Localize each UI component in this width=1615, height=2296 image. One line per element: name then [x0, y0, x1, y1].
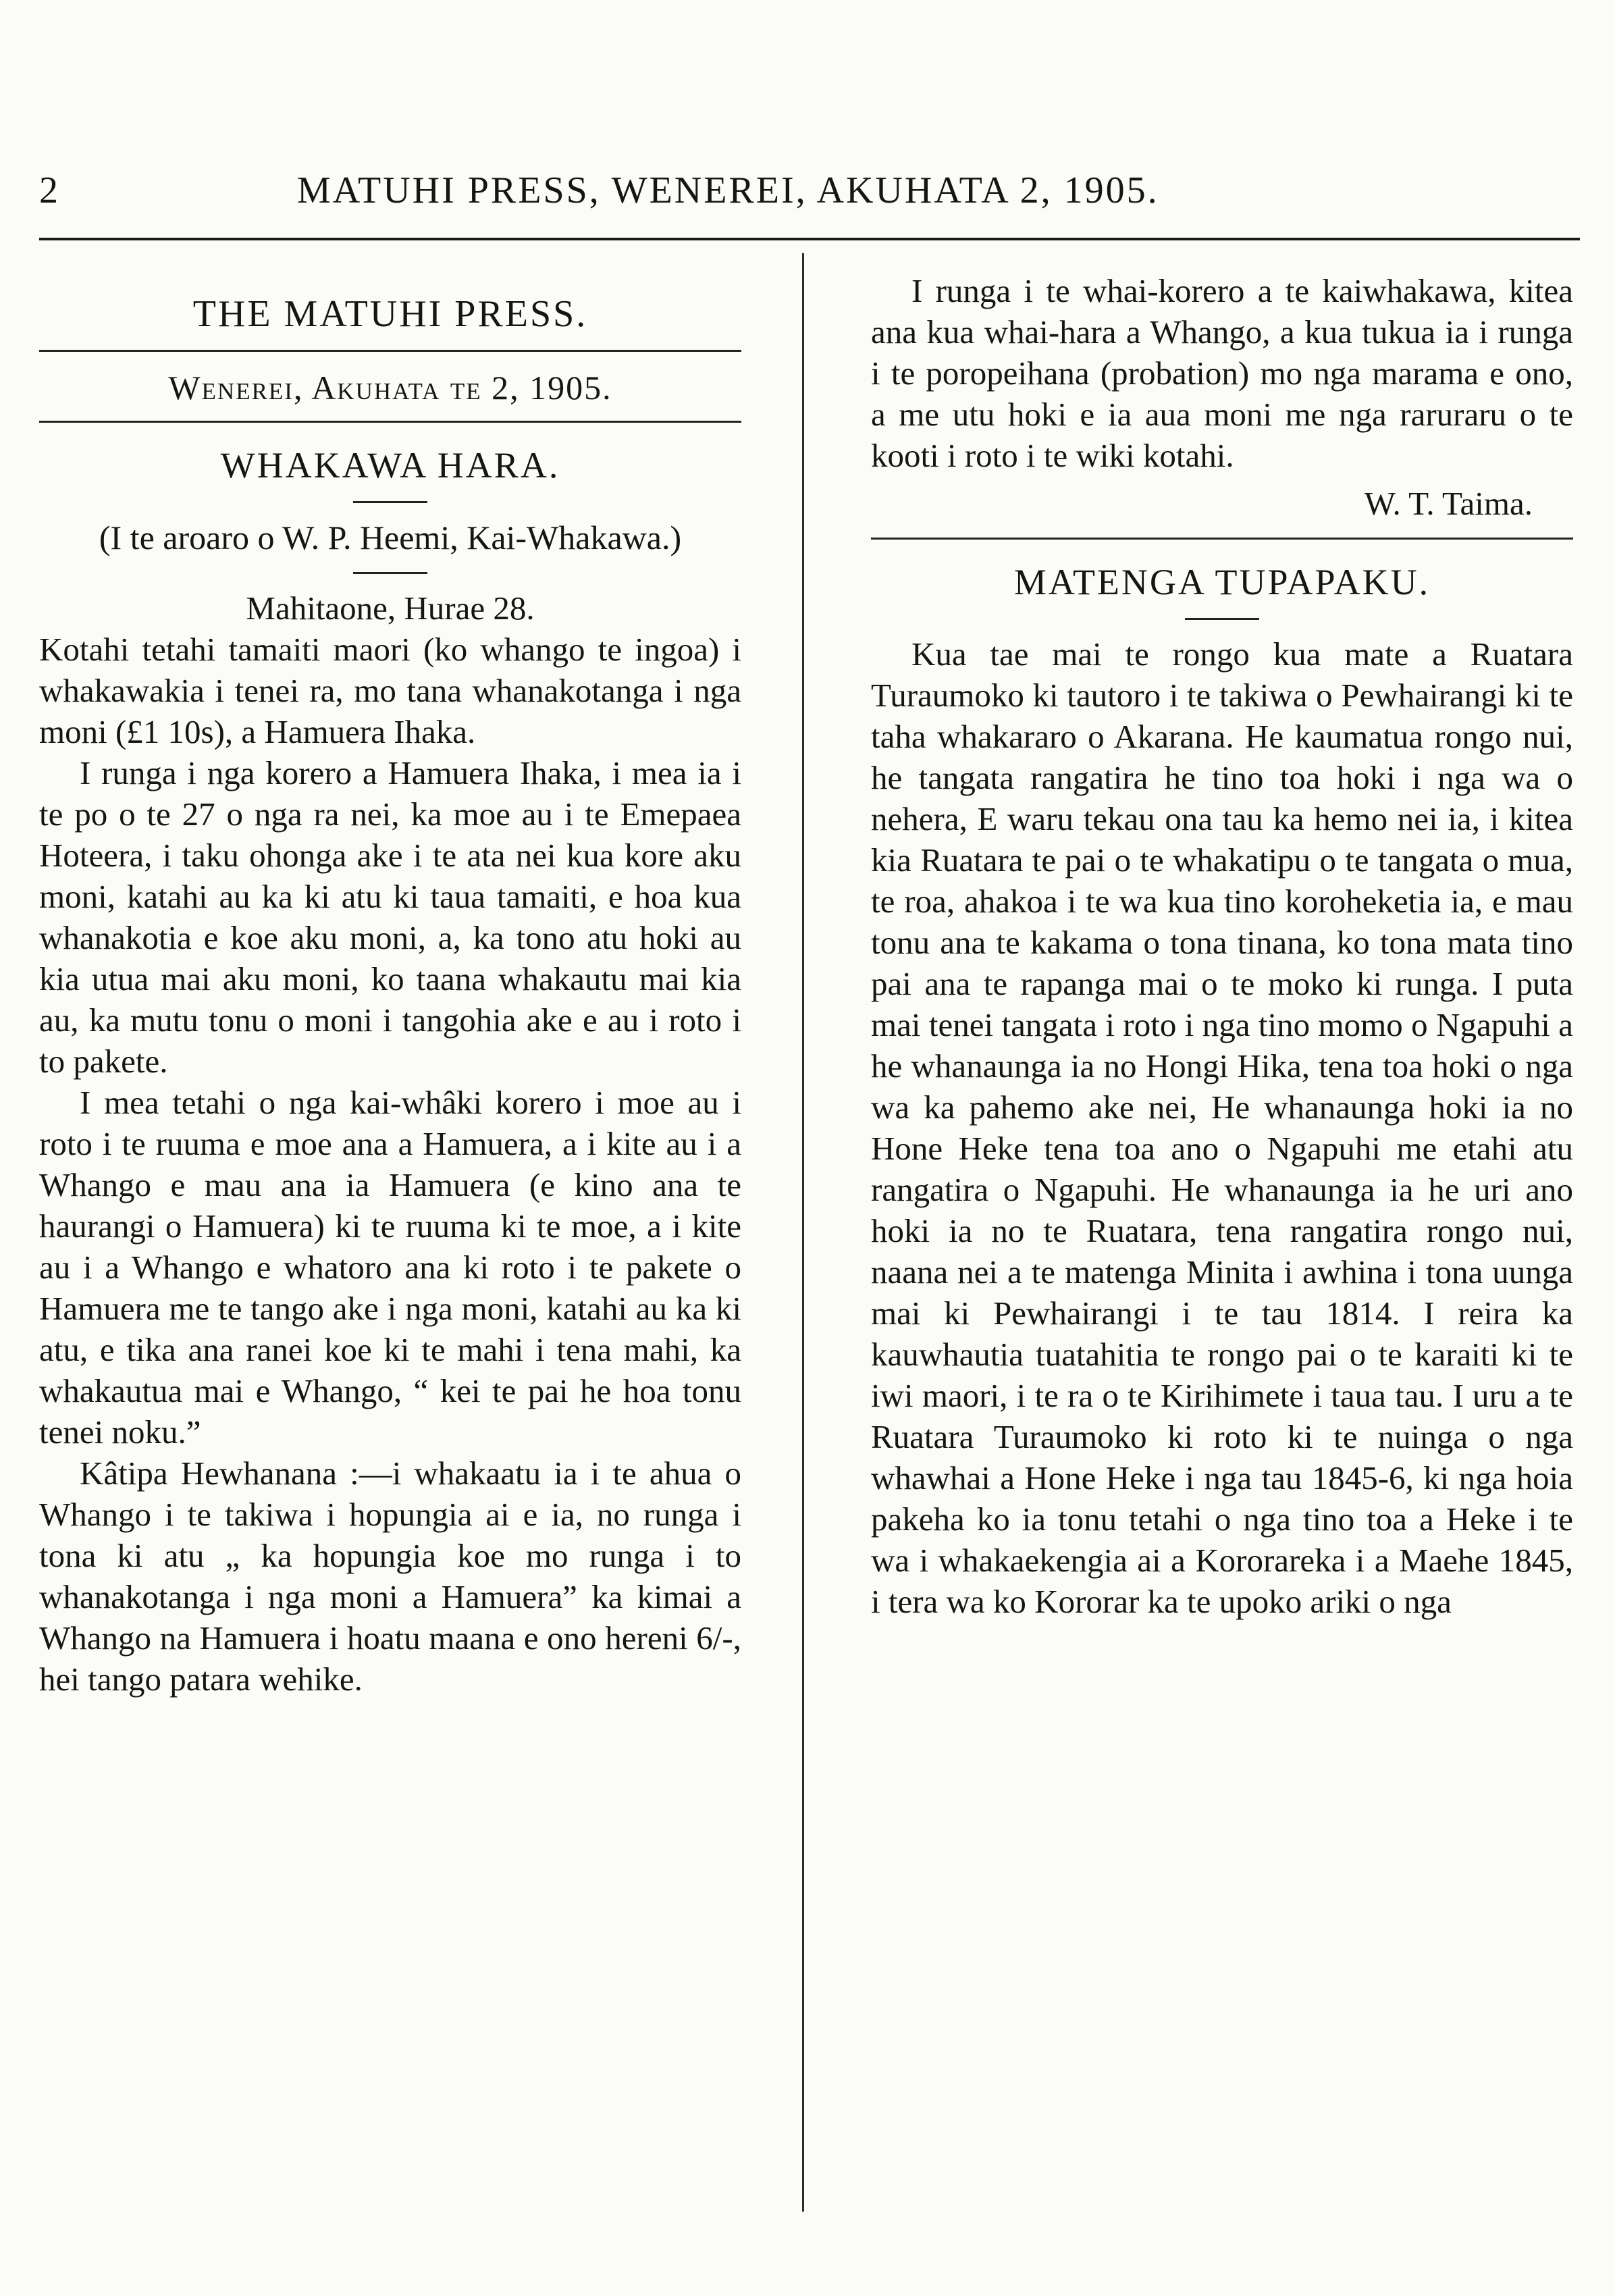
short-rule: [353, 501, 427, 503]
running-head: MATUHI PRESS, WENEREI, AKUHATA 2, 1905.: [297, 169, 1159, 211]
article-paragraph: Kâtipa Hewhanana :—i whakaatu ia i te ahua o Whango i te takiwa i hopungia ai e ia, no runga i tona ki atu „ ka hopungia koe mo runga i to whanakotanga i nga moni a Hamuera” ka kimai a Whango na Hamuera i hoatu maana e ono hereni 6/-, hei tango patara wehike.: [39, 1455, 741, 1698]
page-number: 2: [39, 169, 58, 211]
court-date: Mahitaone, Hurae 28.: [246, 590, 535, 627]
left-column: [39, 270, 741, 1700]
court-before-line: (I te aroaro o W. P. Heemi, Kai-Whakawa.): [99, 519, 682, 556]
dateline-rule: [39, 421, 741, 423]
header-rule: [39, 238, 1580, 240]
short-rule: [1185, 618, 1259, 620]
article-paragraph: I mea tetahi o nga kai-whâki korero i moe au i roto i te ruuma e moe ana a Hamuera, a i kite au i a Whango e mau ana ia Hamuera (e kino ana te haurangi o Hamuera) ki te ruuma ki te moe, a i kite au i a Whango e whatoro ana ki roto i te pakete o Hamuera me te tango ake i nga moni, katahi au ka ki atu, e tika ana ranei koe ki te mahi i tena mahi, ka whakautua mai e Whango, “ kei te pai he hoa tonu tenei noku.”: [39, 1084, 741, 1451]
short-rule: [353, 572, 427, 574]
masthead: THE MATUHI PRESS.: [192, 293, 588, 335]
section-title-matenga-tupapaku: MATENGA TUPAPAKU.: [1013, 562, 1431, 602]
right-column: [871, 270, 1573, 1622]
section-title-whakawa-hara: WHAKAWA HARA.: [220, 445, 560, 486]
masthead-rule: [39, 350, 741, 352]
article-paragraph: Kua tae mai te rongo kua mate a Ruatara Turaumoko ki tautoro i te takiwa o Pewhairangi ki te taha whakararo o Akarana. He kaumatua rongo nui, he tangata rangatira he tino toa hoki i nga wa o nehera, E waru tekau ona tau ka hemo nei ia, i kitea kia Ruatara te pai o te whakatipu o te tangata o mua, te roa, ahakoa i te wa kua tino koroheketia ia, e mau tonu ana te kakama o tona tinana, ko tona mata tino pai ana te rapanga mai o te moko ki runga. I puta mai tenei tangata i roto i nga tino momo o Ngapuhi a he whanaunga ia no Hongi Hika, tena toa hoki o nga wa ka pahemo ake nei, He whanaunga hoki ia no Hone Heke tena toa ano o Ngapuhi me etahi atu rangatira o Ngapuhi. He whanaunga ia he uri ano hoki ia no te Ruatara, tena rangatira rongo nui, naana nei a te matenga Minita i awhina i tona uunga mai ki Pewhairangi i te tau 1814. I reira ka kauwhautia tuatahitia te rongo pai o te karaiti ki te iwi maori, i te ra o te Kirihimete i taua tau. I uru a te Ruatara Turaumoko ki roto ki te nuinga o nga whawhai a Hone Heke i nga tau 1845-6, ki nga hoia pakeha ko ia tonu tetahi o nga tino toa a Heke i te wa i whakaekengia ai a Kororareka i a Maehe 1845, i tera wa ko Kororar ka te upoko ariki o nga: [871, 635, 1573, 1620]
article-paragraph: I runga i nga korero a Hamuera Ihaka, i mea ia i te po o te 27 o nga ra nei, ka moe au i te Emepaea Hoteera, i taku ohonga ake i te ata nei kua kore aku moni, katahi au ka ki atu ki taua tamaiti, e hoa kua whanakotia e koe aku moni, a, ka tono atu hoki au kia utua mai aku moni, ko taana whakautu mai kia au, ka mutu tonu o moni i tangohia ake e au i roto i to pakete.: [39, 754, 741, 1080]
article-paragraph: Kotahi tetahi tamaiti maori (ko whango te ingoa) i whakawakia i tenei ra, mo tana whanakotanga i nga moni (£1 10s), a Hamuera Ihaka.: [39, 631, 741, 750]
article-paragraph: I runga i te whai-korero a te kaiwhakawa, kitea ana kua whai-hara a Whango, a kua tukua ia i runga i te poropeihana (probation) mo nga marama e ono, a me utu hoki e ia aua moni me nga raruraru o te kooti i roto i te wiki kotahi.: [871, 272, 1573, 474]
signature: W. T. Taima.: [1364, 485, 1533, 522]
dateline: Wenerei, Akuhata te 2, 1905.: [168, 369, 612, 407]
section-rule: [871, 538, 1573, 540]
column-divider: [802, 253, 804, 2212]
